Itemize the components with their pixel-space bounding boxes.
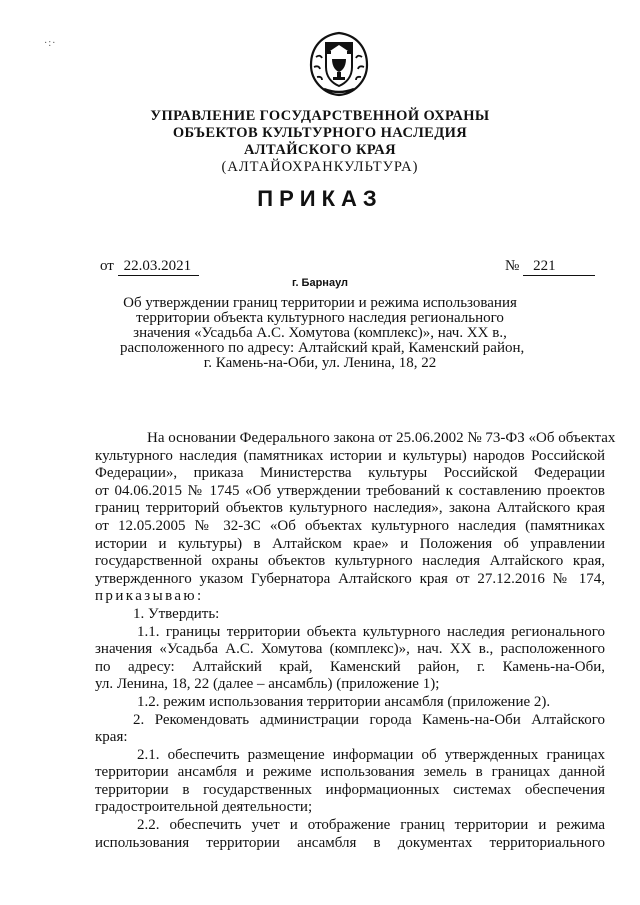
body-line: территории в государственных информационных системах обеспечения bbox=[95, 781, 605, 798]
clause-1-1: 1.1. границы территории объекта культурного наследия регионального bbox=[137, 623, 605, 640]
body-line: Федерации», приказа Министерства культуры Российской Федерации bbox=[95, 465, 605, 482]
subject-line: г. Камень-на-Оби, ул. Ленина, 18, 22 bbox=[203, 355, 437, 371]
number-value: 221 bbox=[523, 258, 595, 276]
body-line: истории и культуры) в Алтайском крае» и Положения об управлении bbox=[95, 535, 605, 552]
scan-artifact: ·:· bbox=[44, 38, 57, 49]
body-line: границ территорий объектов культурного наследия», закона Алтайского края bbox=[95, 500, 605, 517]
order-date bbox=[100, 258, 199, 276]
clause-1: 1. Утвердить: bbox=[133, 605, 220, 622]
body-line: градостроительной деятельности; bbox=[95, 799, 313, 816]
clause-1-2: 1.2. режим использования территории ансамбля (приложение 2). bbox=[137, 693, 551, 710]
date-prefix: от bbox=[100, 258, 114, 274]
issue-city: г. Барнаул bbox=[291, 277, 349, 289]
body-line: На основании Федерального закона от 25.06.2002 № 73-ФЗ «Об объектах bbox=[147, 430, 616, 446]
body-line: использования территории ансамбля в документах территориального bbox=[95, 834, 605, 851]
body-line: значения «Усадьба А.С. Хомутова (комплекс)», нач. XX в., расположенного bbox=[95, 641, 605, 658]
clause-2-2: 2.2. обеспечить учет и отображение границ территории и режима bbox=[137, 817, 605, 834]
body-line: ул. Ленина, 18, 22 (далее – ансамбль) (приложение 1); bbox=[95, 676, 440, 693]
coat-of-arms-icon bbox=[302, 27, 376, 101]
agency-line: АЛТАЙСКОГО КРАЯ bbox=[243, 142, 397, 158]
subject-line: Об утверждении границ территории и режима использования bbox=[123, 295, 517, 311]
body-line: государственной охраны объектов культурного наследия Алтайского края, bbox=[95, 553, 605, 570]
body-line: по адресу: Алтайский край, Каменский район, г. Камень-на-Оби, bbox=[95, 658, 605, 675]
agency-line: ОБЪЕКТОВ КУЛЬТУРНОГО НАСЛЕДИЯ bbox=[172, 125, 468, 141]
body-line: культурного наследия (памятниках истории и культуры) народов Российской bbox=[95, 447, 605, 464]
agency-name bbox=[0, 108, 640, 176]
order-body bbox=[95, 430, 616, 852]
body-line: приказываю: bbox=[95, 588, 204, 605]
clause-2: 2. Рекомендовать администрации города Камень-на-Оби Алтайского bbox=[133, 711, 605, 728]
number-prefix: № bbox=[505, 258, 520, 274]
subject-line: территории объекта культурного наследия регионального bbox=[136, 310, 504, 326]
body-line: края: bbox=[95, 729, 128, 746]
date-value: 22.03.2021 bbox=[118, 258, 200, 276]
order-subject bbox=[120, 295, 525, 371]
agency-line: УПРАВЛЕНИЕ ГОСУДАРСТВЕННОЙ ОХРАНЫ bbox=[150, 108, 490, 124]
agency-abbreviation: (АЛТАЙОХРАНКУЛЬТУРА) bbox=[221, 159, 419, 175]
order-number bbox=[505, 258, 595, 276]
body-line: от 12.05.2005 № 32-ЗС «Об объектах культурного наследия (памятниках bbox=[95, 517, 605, 534]
subject-line: значения «Усадьба А.С. Хомутова (комплекс)», нач. XX в., bbox=[133, 325, 507, 341]
subject-line: расположенного по адресу: Алтайский край, Каменский район, bbox=[120, 340, 525, 356]
body-line: территории ансамбля и режиме использования земель в границах данной bbox=[95, 764, 605, 781]
document-type-title: ПРИКАЗ bbox=[257, 186, 383, 211]
body-line: от 04.06.2015 № 1745 «Об утверждении требований к составлению проектов bbox=[95, 482, 605, 499]
body-line: утвержденного указом Губернатора Алтайского края от 27.12.2016 № 174, bbox=[95, 570, 605, 587]
clause-2-1: 2.1. обеспечить размещение информации об утвержденных границах bbox=[137, 746, 605, 763]
